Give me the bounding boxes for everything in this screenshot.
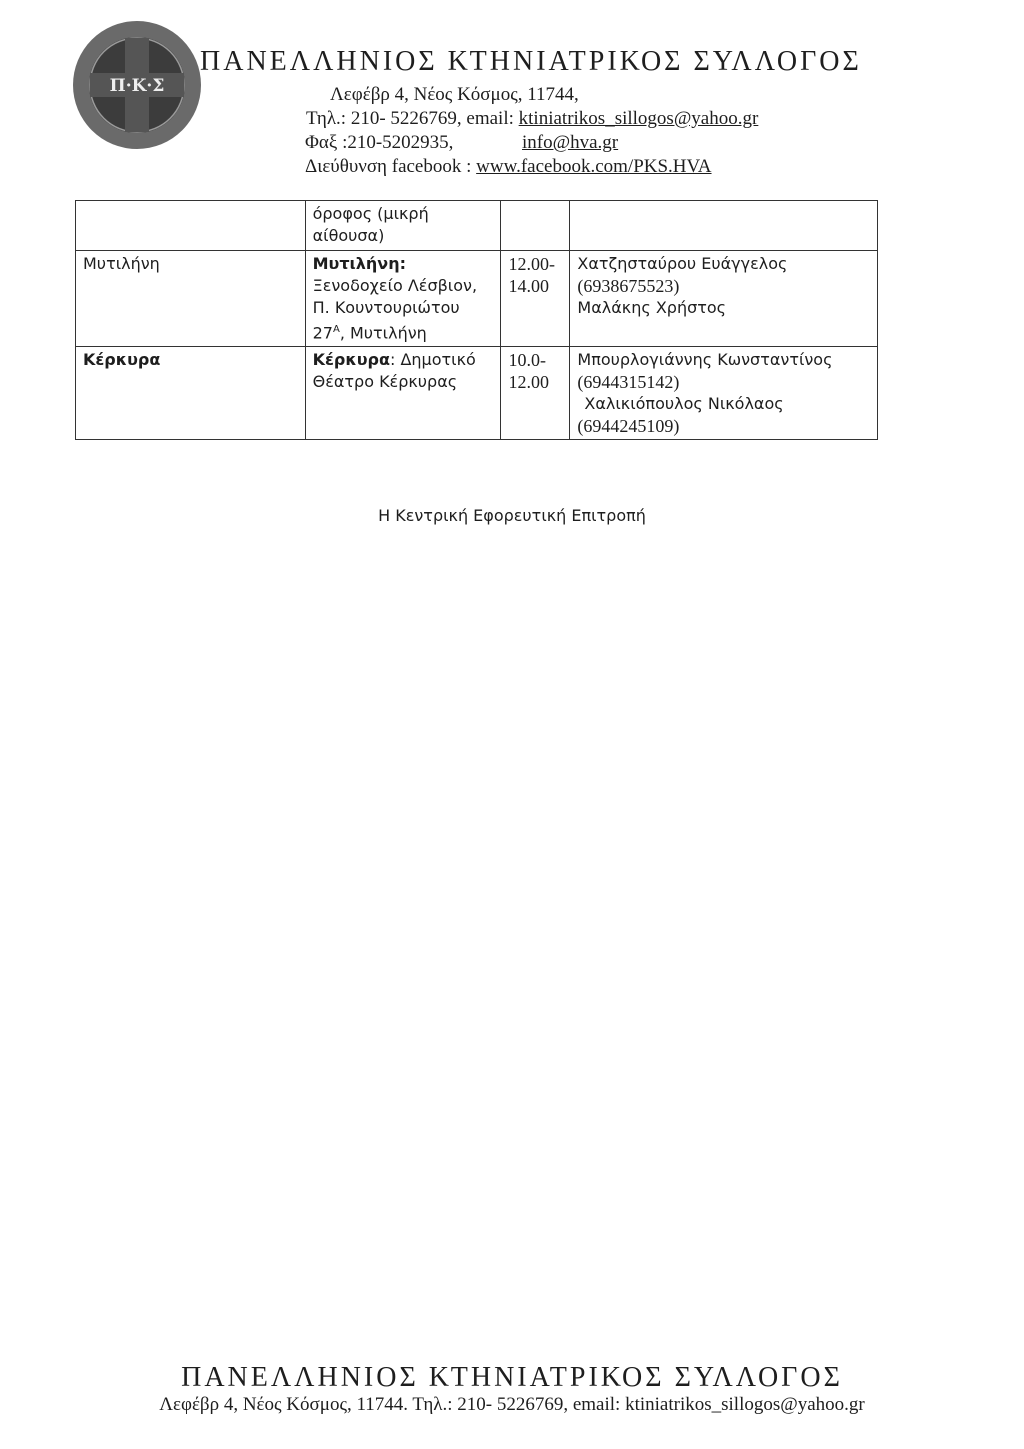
venue-line: Ξενοδοχείο Λέσβιον, bbox=[312, 276, 478, 295]
header-facebook-label: Διεύθυνση facebook : bbox=[305, 156, 477, 177]
street-number-sup: Α bbox=[332, 324, 340, 335]
contact-name: Χαλικιόπουλος Νικόλαος bbox=[584, 394, 784, 414]
time-line: 12.00- bbox=[508, 254, 555, 274]
venue-line: $27^A$, Μυτιλήνη bbox=[312, 323, 427, 343]
contact-cell bbox=[570, 251, 878, 347]
time-cell bbox=[501, 201, 570, 251]
venue-line: αίθουσα) bbox=[312, 226, 385, 245]
venue-type: : Δημοτικό bbox=[389, 350, 476, 370]
contact-phone: (6938675523) bbox=[577, 276, 680, 296]
street-number: 27 bbox=[312, 323, 333, 343]
venue-cell bbox=[305, 347, 501, 440]
city-cell: Κέρκυρα bbox=[76, 347, 306, 440]
contact-cell bbox=[570, 201, 878, 251]
venue-line: Θέατρο Κέρκυρας bbox=[312, 372, 458, 392]
header-email2-link[interactable]: info@hva.gr bbox=[522, 132, 619, 153]
contact-name: Χατζησταύρου Ευάγγελος bbox=[577, 254, 788, 273]
contact-name: Μπουρλογιάννης Κωνσταντίνος bbox=[577, 350, 833, 370]
city-cell bbox=[76, 201, 306, 251]
header-phone: Τηλ.: 210- 5226769, email: bbox=[306, 108, 519, 129]
association-logo bbox=[70, 18, 205, 153]
table-row bbox=[76, 251, 878, 347]
header-facebook-line bbox=[305, 156, 712, 178]
signature-committee: Η Κεντρική Εφορευτική Επιτροπή bbox=[378, 506, 646, 525]
header-email-link[interactable]: ktiniatrikos_sillogos@yahoo.gr bbox=[518, 108, 759, 129]
table-row bbox=[76, 201, 878, 251]
table-row bbox=[76, 347, 878, 440]
venue-cell bbox=[305, 251, 501, 347]
time-line: 10.0- bbox=[508, 350, 546, 371]
venue-name: Μυτιλήνη: bbox=[312, 254, 406, 273]
time-line: 14.00 bbox=[508, 276, 549, 296]
footer-org-name: ΠΑΝΕΛΛΗΝΙΟΣ ΚΤΗΝΙΑΤΡΙΚΟΣ ΣΥΛΛΟΓΟΣ bbox=[181, 1362, 843, 1393]
city-cell: Μυτιλήνη bbox=[76, 251, 306, 347]
footer-contact: Λεφέβρ 4, Νέος Κόσμος, 11744. Τηλ.: 210- 5226769, email: ktiniatrikos_sillogos@yahoo.gr bbox=[159, 1394, 865, 1415]
contact-name: Μαλάκης Χρήστος bbox=[577, 298, 727, 317]
venue-name: Κέρκυρα bbox=[312, 350, 390, 370]
contact-phone: (6944245109) bbox=[577, 416, 680, 437]
header-phone-line bbox=[306, 108, 758, 130]
venue-line bbox=[313, 349, 494, 371]
schedule-table bbox=[75, 200, 878, 440]
venue-town: Μυτιλήνη bbox=[349, 323, 427, 343]
venue-line: όροφος (μικρή bbox=[312, 204, 429, 223]
header-fax: Φαξ :210-5202935, bbox=[305, 132, 454, 153]
contact-cell bbox=[570, 347, 878, 440]
header-org-name: ΠΑΝΕΛΛΗΝΙΟΣ ΚΤΗΝΙΑΤΡΙΚΟΣ ΣΥΛΛΟΓΟΣ bbox=[200, 46, 862, 77]
header-address: Λεφέβρ 4, Νέος Κόσμος, 11744, bbox=[330, 84, 579, 105]
logo-initials: Π·Κ·Σ bbox=[109, 76, 165, 96]
contact-phone: (6944315142) bbox=[577, 372, 680, 393]
venue-cell bbox=[305, 201, 501, 251]
time-line: 12.00 bbox=[508, 372, 549, 393]
header-facebook-link[interactable]: www.facebook.com/PKS.HVA bbox=[476, 156, 712, 177]
time-cell bbox=[501, 347, 570, 440]
time-cell bbox=[501, 251, 570, 347]
venue-line: Π. Κουντουριώτου bbox=[312, 298, 460, 317]
